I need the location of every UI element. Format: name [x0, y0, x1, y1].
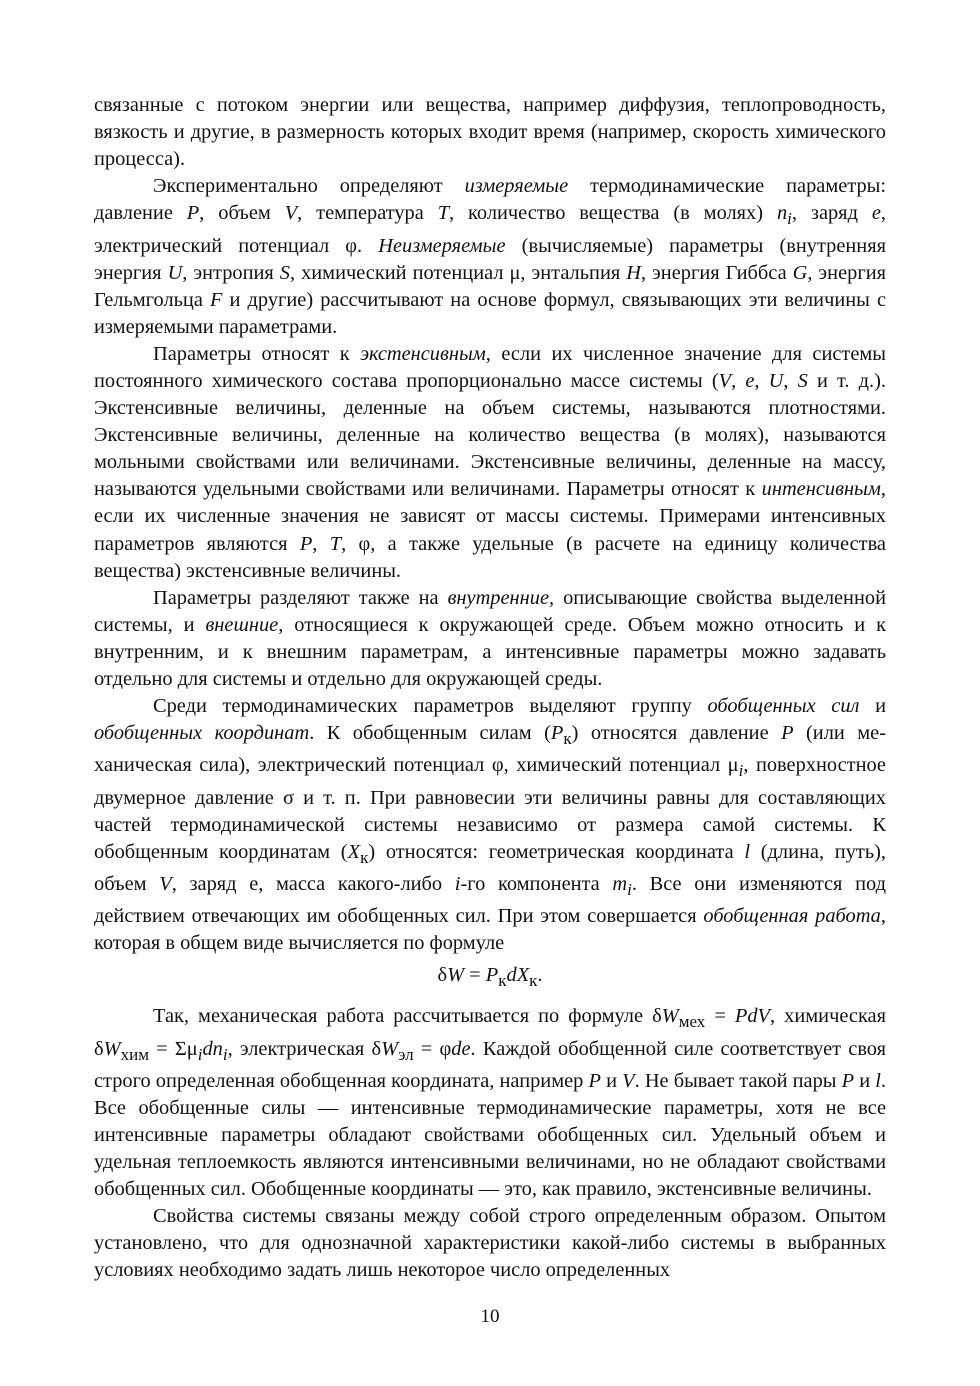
page-body	[94, 92, 886, 1285]
paragraph-5: Среди термодинамических параметров выделяют группу обобщенных сил и обобщенных координат. К обобщенным силам $(P_к)$ относятся давление P (или механическая сила), электрический потенциал φ, химический потенциал $\mu_i$, поверхностное двумерное давление σ и т. п. При равновесии эти величины равны для составляющих частей термодинамической системы независимо от размера самой системы. К обобщенным координатам $(X_к)$ относятся: геометрическая координата l (длина, путь), объем V, заряд е, масса какого-либо i-го компонента $m_i$. Все они изменяются под действием отвечающих им обобщенных сил. При этом совершается обобщенная работа, которая в общем виде вычисляется по формуле	[94, 695, 887, 955]
paragraph-2: Экспериментально определяют измеряемые термодинамические параметры: давление P, объем V, температура T, количество вещества (в молях) $n_i$, заряд e, электрический потенциал φ. Неизмеряемые (вычисляемые) параметры (внутренняя энергия U, энтропия S, химический потенциал μ, энтальпия H, энергия Гиббса G, энергия Гельмгольца F и другие) рассчитывают на основе формул, связывающих эти величины с измеряемыми параметрами.	[94, 175, 887, 338]
paragraph-3: Параметры относят к экстенсивным, если их численное значение для системы постоянного химического состава пропорционально массе системы (V, e, U, S и т. д.). Экстенсивные величины, деленные на объем системы, называются плотностями. Экстенсивные величины, деленные на количество вещества (в молях), называются мольными свойствами или величинами. Экстенсивные величины, деленные на массу, называются удельными свойствами или величинами. Параметры относят к интенсивным, если их численные значения не зависят от массы системы. Примерами интенсивных параметров являются P, T, φ, а также удельные (в расчете на единицу количества вещества) экстенсивные величины.	[94, 342, 886, 582]
paragraph-4: Параметры разделяют также на внутренние, описывающие свойства выделенной системы, и внешние, относящиеся к окружающей среде. Объем можно относить и к внутренним, и к внешним параметрам, а интенсивные параметры можно задавать отдельно для системы и отдельно для окружающей среды.	[94, 586, 886, 691]
paragraph-6: Так, механическая работа рассчитывается по формуле $\delta W_{мех}$ = PdV, химическая $\delta W_{хим} = \Sigma\mu_idn_i$, электрическая $\delta W_{эл} = \varphi de$. Каждой обобщенной силе соответствует своя строго определенная обобщенная координата, например P и V. Не бывает такой пары P и l. Все обобщенные силы — интенсивные термодинамические параметры, хотя не все интенсивные параметры обладают свойствами обобщенных сил. Удельный объем и удельная теплоемкость являются интенсивными величинами, но не обладают свойствами обобщенных сил. Обобщенные координаты — это, как правило, экстенсивные величины.	[94, 1005, 887, 1201]
work-formula-text: $\delta W = P_кdX_к$.	[437, 964, 543, 991]
work-formula	[94, 962, 886, 994]
paragraph-7: Свойства системы связаны между собой строго определенным образом. Опытом установлено, что для однозначной характеристики какой-либо системы в выбранных условиях необходимо задать лишь некоторое число определенных	[94, 1205, 886, 1282]
paragraph-1: связанные с потоком энергии или вещества, например диффузия, теплопроводность, вязкость и другие, в размерность которых входит время (например, скорость химического процесса).	[94, 94, 886, 171]
page-number: 10	[480, 1306, 500, 1327]
